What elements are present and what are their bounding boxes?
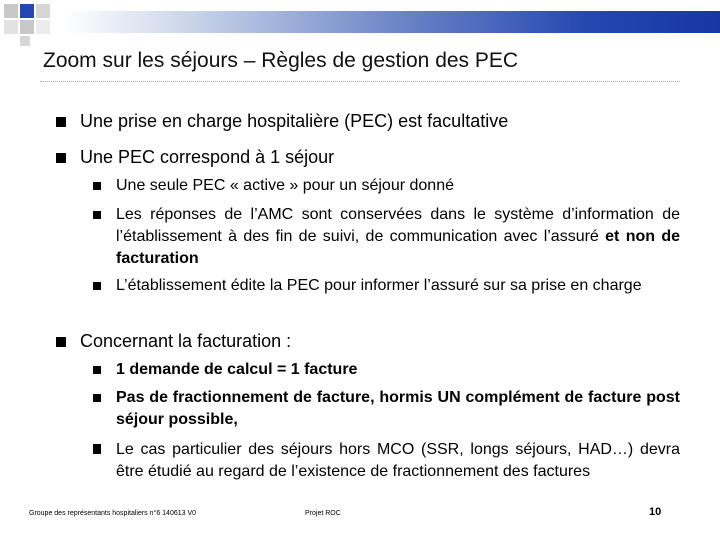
bullet-square	[56, 337, 66, 347]
sub-bullet-square	[93, 211, 101, 219]
amc-text-normal: Les réponses de l’AMC sont conservées dans le système d’information de l’établissement à des fin de suivi, de communication avec l’assuré	[116, 206, 680, 245]
bullet-square	[56, 117, 66, 127]
title-divider	[40, 81, 680, 82]
sub-bullet-square	[93, 282, 101, 290]
bullet-text: Concernant la facturation :	[80, 331, 292, 351]
sub-bullet-square	[93, 444, 101, 454]
footer-left: Groupe des représentants hospitaliers n°6 140613 V0	[29, 510, 197, 517]
header-gradient-bar	[62, 11, 720, 33]
slide-title: Zoom sur les séjours – Règles de gestion des PEC	[43, 49, 519, 72]
decorative-square	[36, 20, 50, 34]
decorative-square	[20, 20, 34, 34]
footer-center: Projet ROC	[305, 510, 341, 517]
decorative-square	[4, 4, 18, 18]
decorative-square	[20, 4, 34, 18]
sub-bullet-square	[93, 394, 101, 402]
sub-bullet-text: Une seule PEC « active » pour un séjour donné	[116, 177, 454, 194]
page-number: 10	[649, 506, 662, 518]
sub-bullet-square	[93, 182, 101, 190]
sub-bullet-text: 1 demande de calcul = 1 facture	[116, 361, 358, 378]
bullet-text: Une prise en charge hospitalière (PEC) est facultative	[80, 111, 509, 131]
sub-bullet-square	[93, 366, 101, 374]
decorative-square	[20, 36, 30, 46]
amc-text-bold: et non de facturation	[116, 228, 681, 267]
sub-bullet-text-amc	[116, 204, 680, 270]
sub-bullet-text: Le cas particulier des séjours hors MCO (SSR, longs séjours, HAD…) devra être étudié au regard de l’existence de fractionnement des factures	[116, 441, 680, 480]
sub-bullet-text: Pas de fractionnement de facture, hormis UN complément de facture post séjour possible,	[116, 389, 680, 428]
decorative-square	[36, 4, 50, 18]
bullet-text: Une PEC correspond à 1 séjour	[80, 147, 335, 167]
decorative-square	[4, 20, 18, 34]
sub-bullet-text: L’établissement édite la PEC pour informer l’assuré sur sa prise en charge	[116, 277, 642, 294]
bullet-square	[56, 153, 66, 163]
